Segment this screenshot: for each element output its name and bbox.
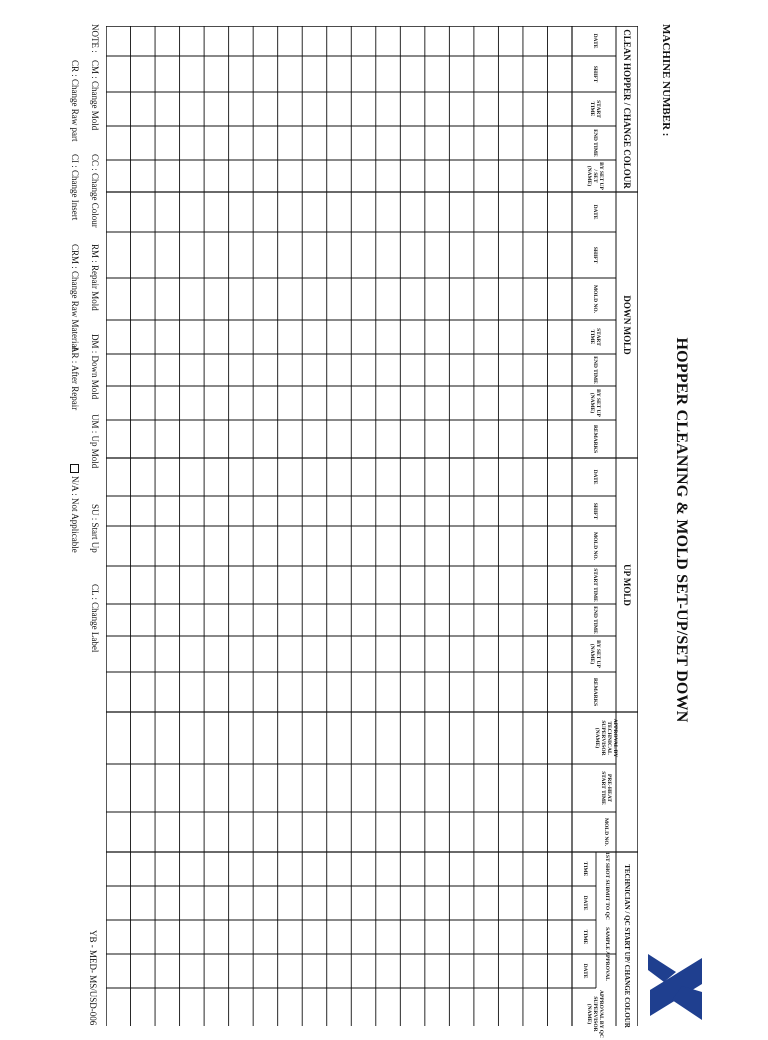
column-header: DATE [591,469,598,485]
legend-item: CR : Change Raw part [70,60,80,142]
column-header: SHIFT [591,65,598,83]
checkbox-square-icon [70,464,79,473]
legend-item: RM : Repair Mold [90,244,100,311]
legend-item: SU : Start Up [90,504,100,553]
column-header: BY SET UP (NAME) [589,389,601,417]
legend-item: DM : Down Mold [90,334,100,400]
legend-item: CL : Change Label [90,584,100,653]
legend-item: N/A : Not Applicable [70,464,80,553]
legend-item: CM : Change Mold [90,60,100,131]
column-header: END TIME [591,356,598,384]
column-header: DATE [581,895,588,911]
column-header: MOLD NO. [591,284,598,314]
column-header: TIME [581,929,588,945]
group-down-mold: DOWN MOLD [622,295,632,355]
document-title: HOPPER CLEANING & MOLD SET-UP/SET DOWN [673,337,690,723]
column-header: PRE-HEAT START TIME [600,771,612,805]
column-header: MOLD NO. [591,531,598,561]
column-header: TIME [581,861,588,877]
legend-item: CRM : Change Raw Material [70,244,80,350]
table-headers [106,26,638,1038]
column-header: START TIME [591,568,598,602]
machine-number-label: MACHINE NUMBER : [660,24,672,137]
column-header: DATE [581,963,588,979]
document-code: YB - MED- MS/USD-006 [88,930,98,1026]
legend-item: UM : Up Mold [90,414,100,469]
column-header: END TIME [591,606,598,634]
column-header: DATE [591,204,598,220]
note-label: NOTE : [90,24,100,53]
subgroup-sample-approval: SAMPLE APPROVAL [603,927,610,981]
column-header: SHIFT [591,502,598,520]
group-clean-hopper: CLEAN HOPPER / CHANGE COLOUR [622,29,632,189]
company-logo-icon [646,950,706,1024]
column-header: END TIME [591,129,598,157]
group-up-mold: UP MOLD [622,564,632,606]
column-header: SHIFT [591,246,598,264]
legend-item: AR : After Repair [70,346,80,411]
column-header: REMARKS [591,677,598,707]
column-header: BY SET UP (NAME) [589,640,601,668]
column-header: MOLD NO. [602,817,609,847]
group-technician-qc: TECHNICIAN / QC START UP/ CHANGE COLOUR [623,864,632,1028]
legend-item: CI : Change Insert [70,154,80,221]
column-header: START TIME [589,100,601,118]
column-header: REMARKS [591,424,598,454]
column-header: APPROVAL BY QC SUPERVISOR (NAME) [586,990,604,1038]
column-header: BY SET UP / SET (NAME) [586,162,604,190]
column-header: DATE [591,33,598,49]
column-header: START TIME [589,328,601,346]
column-header: APPROVAL BY TECHNICAL SUPERVISOR (NAME) [594,718,618,758]
legend-notes [40,24,100,934]
legend-item: CC : Change Colour [90,154,100,228]
subgroup-first-shot: 1ST SHOT SUBMIT TO QC [603,852,610,920]
